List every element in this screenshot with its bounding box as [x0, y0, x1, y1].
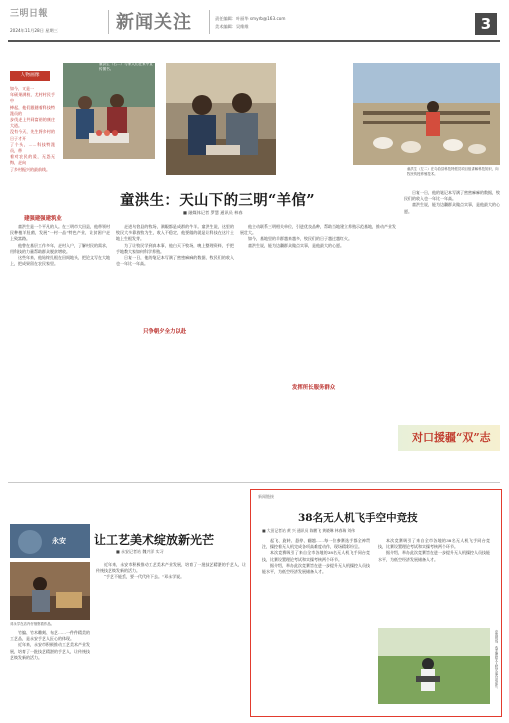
far-right-article-body	[404, 190, 500, 215]
craftsman-photo	[10, 562, 90, 620]
craft-article-body	[10, 630, 90, 661]
paragraph: 如今，基地里的羊群越来越多，牧民们的日子越过越红火。	[248, 236, 352, 242]
quote-line: 没有今天，先生将乡村的日子才开	[10, 129, 55, 141]
farm-family-photo	[63, 63, 155, 159]
left-sub-heading: 建强建强建筑业	[24, 216, 62, 222]
craft-byline: ■ 永安记者站 魏兴洋 实习	[116, 549, 164, 554]
paragraph: 据介绍，举办此次竞赛旨在进一步提升无人机操控人员技能水平，为低空经济发展储备人才。	[378, 550, 490, 562]
paragraph: 起飞、旋转、悬停、翻越……每一位参赛选手都全神贯注，操控着无人机完成各项高难度动作，现场精彩纷呈。	[262, 538, 370, 550]
paragraph: 本次竞赛吸引了来自全市各地的38名无人机飞手同台竞技，比赛设置理论考试和实操考核两个环节。	[378, 538, 490, 550]
drone-article-body-1	[262, 538, 370, 575]
quote-line: 年硕果满枝，尤村村民手中	[10, 92, 55, 104]
paragraph: 日复一日，他的笔记本写满了密密麻麻的数据，牧民们的收入也一年比一年高。	[404, 190, 500, 202]
paragraph: 竹编、竹木雕刻、布艺……一件件精美的工艺品，是永安手艺人匠心的体现。	[10, 630, 90, 642]
aid-banner	[398, 425, 500, 451]
drone-headline: 38名无人机飞手空中竞技	[298, 512, 418, 524]
section-divider	[108, 10, 109, 34]
banner-title: 对口援疆“双”志	[412, 431, 491, 444]
paragraph: 近年来，永安市积极推动工艺美术产业发展，培育了一批技艺精湛的手艺人，让传统技艺焕发新的活力。	[96, 562, 246, 574]
newspaper-logo: 三明日報	[10, 9, 49, 19]
craft-headline: 让工艺美术绽放新光芒	[94, 533, 215, 547]
paragraph: 为了让牧民学到真本事，他白天下牧场，晚上整理资料，手把手地教大家如何科学养殖。	[116, 242, 234, 254]
page-number: 3	[480, 15, 492, 33]
paragraph: 据介绍，举办此次竞赛旨在进一步提升无人机操控人员技能水平，为低空经济发展储备人才。	[262, 562, 370, 575]
quote-line: 步伐走上共同富裕的康庄大道。	[10, 117, 55, 129]
paragraph: 这些年来，他始终扎根在田间地头，把论文写在大地上，把成果留在农民家里。	[10, 255, 110, 267]
main-headline: 童洪生：天山下的三明“羊倌”	[120, 192, 315, 209]
section-divider-2	[209, 10, 210, 34]
editor-line-1: 责任编辑：叶丽华 smyrb@163.com	[215, 16, 286, 21]
sheep-pen-caption: 童洪生（左二）在乌恰县科技特派员项目组讲解科技知识，向牧民传授养殖技术。	[407, 167, 499, 176]
sheep-pen-photo	[353, 63, 500, 165]
drone-photo-caption: 竞赛现场，选手操控无人机完成各项动作。	[494, 630, 498, 691]
person-portrait-tag: 人物画像	[10, 71, 50, 81]
right-article-body	[240, 224, 396, 249]
paragraph: 日复一日，他的笔记本写满了密密麻麻的数据，牧民们的收入也一年比一年高。	[116, 255, 234, 267]
paragraph: 他主动联系三明相关单位，引进优良品种，帮助当地建立养殖示范基地，推动产业发展壮大。	[240, 224, 396, 236]
paragraph: “手艺不能丢，要一代代传下去。”邓永学说。	[104, 574, 185, 580]
main-interview-photo	[166, 63, 276, 175]
paragraph: 近年来，永安市积极推动工艺美术产业发展，培育了一批技艺精湛的手艺人，让传统技艺焕发新的活力。	[10, 642, 90, 660]
center-article-body	[116, 224, 234, 267]
drone-byline: ■ 大田记者站 黄 兴 通讯员 陈鹏飞 黄晓琳 林春瑞 刘伟	[262, 528, 355, 533]
drone-contest-photo	[378, 628, 490, 704]
quote-line: 了乡村振兴的最前线。	[10, 166, 50, 172]
craftsman-caption: 邓永学在店内仔细察看作品。	[10, 622, 55, 626]
quote-block	[10, 86, 55, 176]
paragraph: 童洪生是一个平凡的人。在三明市大田县，他带领村民种植羊肚菌，发展“一村一品”特色产业，让贫困户走上致富路。	[10, 224, 110, 242]
masthead	[0, 0, 509, 44]
masthead-rule	[8, 40, 500, 42]
center-sub-heading: 只争朝夕全力以赴	[143, 329, 187, 335]
right-sub-heading: 发挥所长服务群众	[292, 385, 336, 391]
date-line: 2024年11月28日 星期三	[10, 28, 58, 33]
quote-line: 如今，又是一	[10, 86, 34, 91]
left-article-body	[10, 224, 110, 267]
quote-line: 着对农民的爱，无怨无悔，走向	[10, 154, 55, 166]
craft-tag: 永安	[52, 536, 66, 545]
section-title: 新闻关注	[116, 12, 192, 33]
editor-line-2: 美术编辑：吴维维	[215, 24, 249, 29]
paragraph: 本次竞赛吸引了来自全市各地的38名无人机飞手同台竞技，比赛设置理论考试和实操考核两个环节。	[262, 550, 370, 562]
main-byline: ■ 融媒体记者 罗慧 通讯员 林春	[183, 210, 243, 215]
quote-line: 了个头，……科技特派员，带	[10, 141, 55, 154]
quote-line: 捧起，他们跟随着科技特派员的	[10, 104, 55, 116]
page-number-badge	[475, 13, 497, 35]
paragraph: 走进乌恰县的牧场，满眼都是成群的牛羊。童洪生说，这里的牧民大多靠放牧为生，收入不稳定，他要做的就是让科技在这片土地上生根发芽。	[116, 224, 234, 242]
news-link-label: 新闻链接	[258, 494, 274, 499]
paragraph: 童洪生说，能为边疆群众做点实事，是他最大的心愿。	[404, 202, 500, 214]
drone-article-body-2	[378, 538, 490, 563]
craft-article-body-2	[96, 562, 246, 581]
section-rule	[8, 482, 500, 483]
paragraph: 童洪生说，能为边疆群众做点实事，是他最大的心愿。	[248, 242, 344, 248]
farm-photo-caption: 童洪生（右二）与家人们在家中宣传图书。	[99, 62, 153, 71]
paragraph: 他曾在基层工作多年，走村入户，了解村民的需求，用科技的力量帮助群众脱贫增收。	[10, 242, 110, 254]
craft-banner-bg	[10, 524, 90, 558]
